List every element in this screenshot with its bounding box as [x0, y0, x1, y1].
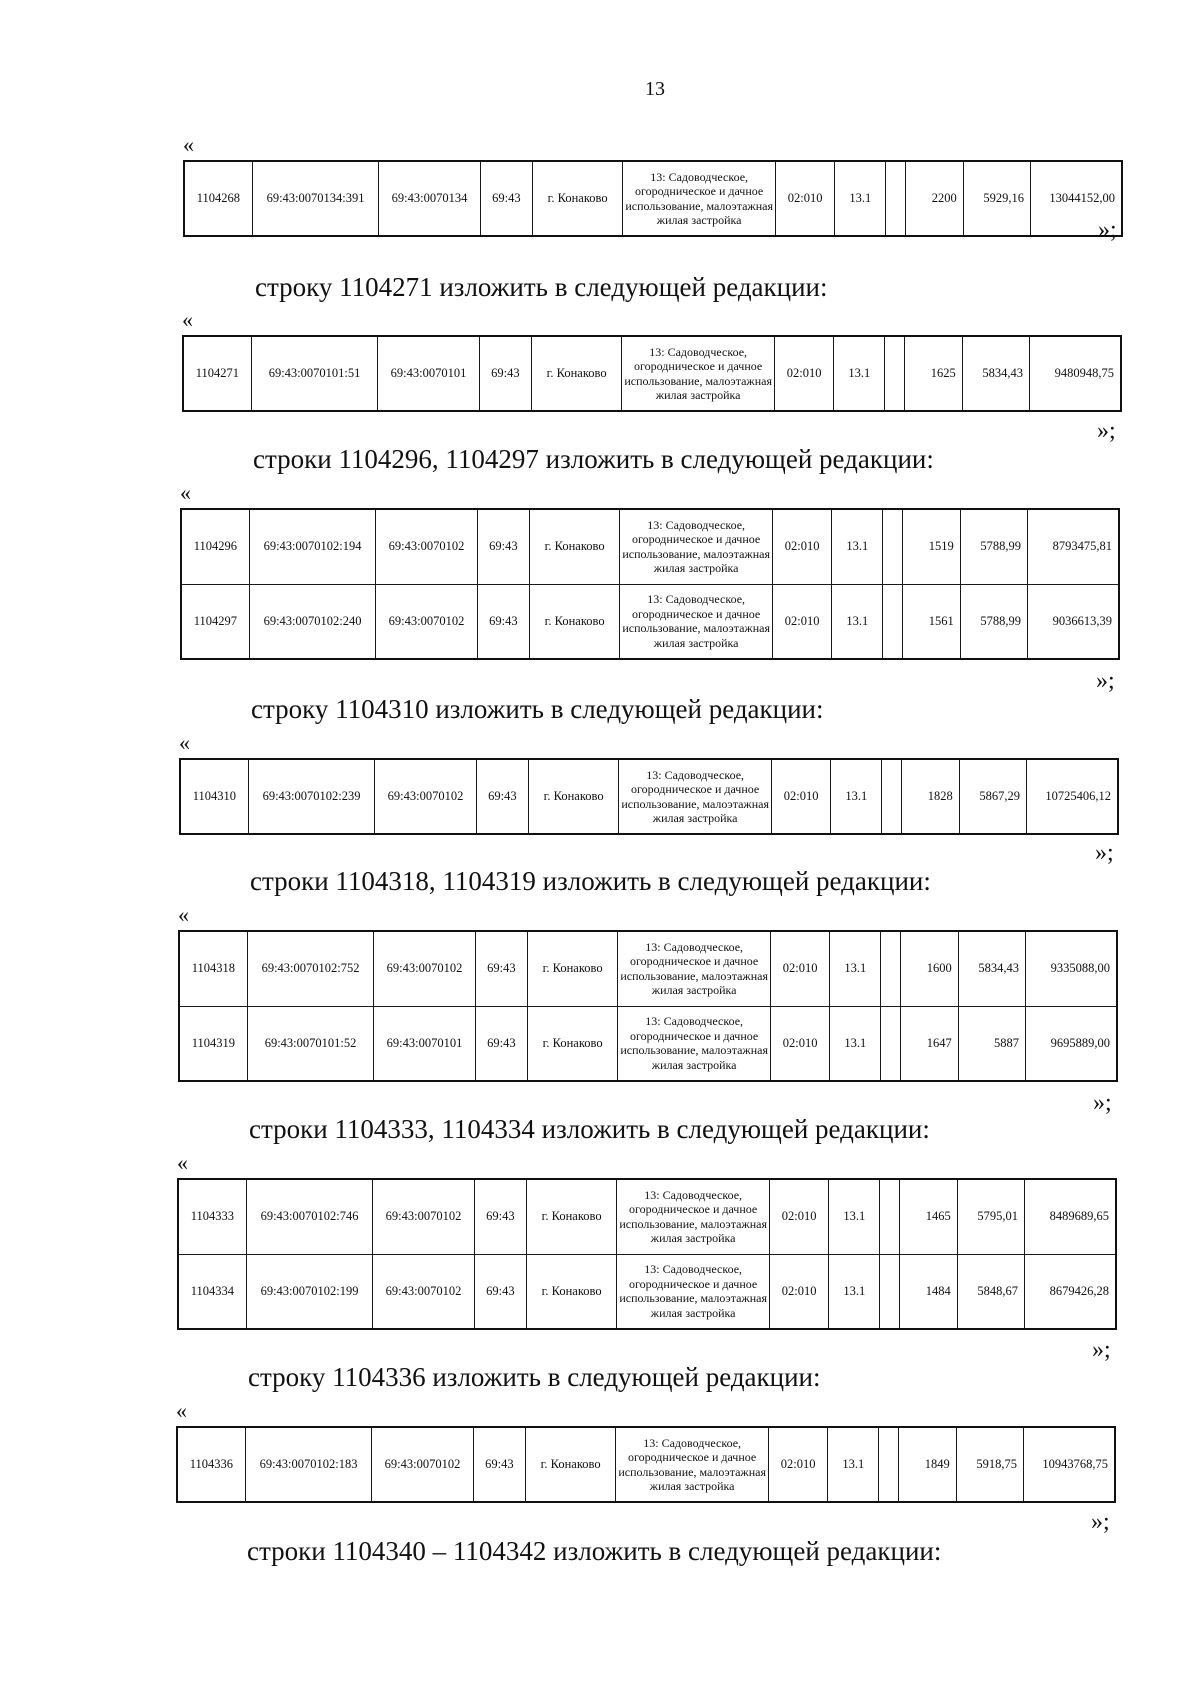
land-use-purpose-cell: 13: Садоводческое, огородническое и дачное использование, малоэтажная жилая застройка — [616, 1427, 769, 1502]
cadastral-value-cell: 10943768,75 — [1024, 1427, 1115, 1502]
land-use-purpose-cell: 13: Садоводческое, огородническое и дачное использование, малоэтажная жилая застройка — [622, 336, 775, 411]
cadastral-value-cell: 9695889,00 — [1026, 1006, 1117, 1081]
register-table — [183, 160, 1123, 237]
locality-cell: г. Конаково — [528, 759, 618, 834]
open-quote: « — [183, 132, 194, 157]
register-table — [180, 508, 1120, 660]
table-row — [181, 509, 1119, 584]
land-use-purpose-cell: 13: Садоводческое, огородническое и дачное использование, малоэтажная жилая застройка — [620, 584, 773, 659]
locality-cell: г. Конаково — [526, 1179, 616, 1254]
specific-value-cell: 5834,43 — [958, 931, 1025, 1006]
register-table — [182, 335, 1122, 412]
locality-cell: г. Конаково — [529, 584, 619, 659]
district-code-cell: 69:43 — [476, 759, 528, 834]
open-quote: « — [176, 1398, 187, 1423]
close-quote: »; — [1096, 668, 1115, 694]
locality-cell: г. Конаково — [527, 1006, 617, 1081]
cadastral-number-cell: 69:43:0070101:52 — [247, 1006, 374, 1081]
land-use-purpose-cell: 13: Садоводческое, огородническое и дачное использование, малоэтажная жилая застройка — [623, 161, 776, 236]
area-cell: 1647 — [900, 1006, 958, 1081]
type-code-cell: 02:010 — [768, 1427, 827, 1502]
row-id-cell: 1104296 — [181, 509, 249, 584]
cadastral-block-cell: 69:43:0070101 — [378, 336, 479, 411]
empty-cell-cell — [885, 336, 904, 411]
group-number-cell: 13.1 — [835, 161, 886, 236]
cadastral-number-cell: 69:43:0070101:51 — [251, 336, 378, 411]
group-number-cell: 13.1 — [829, 1254, 880, 1329]
area-cell: 1625 — [904, 336, 962, 411]
area-cell: 1600 — [900, 931, 958, 1006]
cadastral-value-cell: 13044152,00 — [1031, 161, 1122, 236]
cadastral-number-cell: 69:43:0070102:746 — [246, 1179, 373, 1254]
district-code-cell: 69:43 — [475, 931, 527, 1006]
open-quote: « — [180, 480, 191, 505]
table-row — [183, 336, 1121, 411]
cadastral-block-cell: 69:43:0070134 — [379, 161, 480, 236]
close-quote: »; — [1095, 840, 1114, 866]
open-quote: « — [182, 307, 193, 332]
type-code-cell: 02:010 — [769, 1179, 828, 1254]
locality-cell: г. Конаково — [525, 1427, 615, 1502]
cadastral-number-cell: 69:43:0070134:391 — [252, 161, 379, 236]
specific-value-cell: 5918,75 — [956, 1427, 1023, 1502]
group-number-cell: 13.1 — [832, 584, 883, 659]
area-cell: 2200 — [905, 161, 963, 236]
cadastral-block-cell: 69:43:0070102 — [373, 1254, 474, 1329]
group-number-cell: 13.1 — [834, 336, 885, 411]
close-quote: »; — [1093, 1090, 1112, 1116]
specific-value-cell: 5929,16 — [963, 161, 1030, 236]
specific-value-cell: 5848,67 — [957, 1254, 1024, 1329]
amendment-heading: строки 1104296, 1104297 изложить в следующей редакции: — [253, 444, 934, 474]
table-row — [179, 1006, 1117, 1081]
empty-cell-cell — [879, 1427, 898, 1502]
register-table — [179, 758, 1119, 835]
district-code-cell: 69:43 — [475, 1006, 527, 1081]
table-row — [179, 931, 1117, 1006]
district-code-cell: 69:43 — [477, 584, 529, 659]
empty-cell-cell — [883, 509, 902, 584]
area-cell: 1849 — [898, 1427, 956, 1502]
cadastral-number-cell: 69:43:0070102:752 — [247, 931, 374, 1006]
close-quote: »; — [1091, 1509, 1110, 1535]
cadastral-value-cell: 8679426,28 — [1025, 1254, 1116, 1329]
cadastral-value-cell: 9480948,75 — [1030, 336, 1121, 411]
row-id-cell: 1104334 — [178, 1254, 246, 1329]
type-code-cell: 02:010 — [774, 336, 833, 411]
cadastral-value-cell: 8793475,81 — [1028, 509, 1119, 584]
land-use-purpose-cell: 13: Садоводческое, огородническое и дачное использование, малоэтажная жилая застройка — [618, 931, 771, 1006]
cadastral-value-cell: 9036613,39 — [1028, 584, 1119, 659]
row-id-cell: 1104268 — [184, 161, 252, 236]
cadastral-block-cell: 69:43:0070101 — [374, 1006, 475, 1081]
locality-cell: г. Конаково — [526, 1254, 616, 1329]
table-row — [181, 584, 1119, 659]
table-row — [184, 161, 1122, 236]
register-table — [177, 1178, 1117, 1330]
cadastral-value-cell: 10725406,12 — [1027, 759, 1118, 834]
amendment-heading: строку 1104336 изложить в следующей редакции: — [248, 1362, 821, 1392]
district-code-cell: 69:43 — [474, 1179, 526, 1254]
group-number-cell: 13.1 — [830, 1006, 881, 1081]
district-code-cell: 69:43 — [473, 1427, 525, 1502]
land-use-purpose-cell: 13: Садоводческое, огородническое и дачное использование, малоэтажная жилая застройка — [619, 759, 772, 834]
empty-cell-cell — [881, 1006, 900, 1081]
district-code-cell: 69:43 — [479, 336, 531, 411]
table-row — [177, 1427, 1115, 1502]
empty-cell-cell — [886, 161, 905, 236]
register-table — [178, 930, 1118, 1082]
empty-cell-cell — [882, 759, 901, 834]
land-use-purpose-cell: 13: Садоводческое, огородническое и дачное использование, малоэтажная жилая застройка — [620, 509, 773, 584]
close-quote: »; — [1092, 1337, 1111, 1363]
row-id-cell: 1104336 — [177, 1427, 245, 1502]
open-quote: « — [178, 902, 189, 927]
type-code-cell: 02:010 — [772, 584, 831, 659]
row-id-cell: 1104271 — [183, 336, 251, 411]
type-code-cell: 02:010 — [772, 509, 831, 584]
open-quote: « — [179, 730, 190, 755]
district-code-cell: 69:43 — [474, 1254, 526, 1329]
amendment-heading: строки 1104333, 1104334 изложить в следующей редакции: — [249, 1114, 930, 1144]
locality-cell: г. Конаково — [532, 161, 622, 236]
group-number-cell: 13.1 — [828, 1427, 879, 1502]
empty-cell-cell — [880, 1179, 899, 1254]
cadastral-number-cell: 69:43:0070102:194 — [249, 509, 376, 584]
specific-value-cell: 5867,29 — [959, 759, 1026, 834]
cadastral-block-cell: 69:43:0070102 — [373, 1179, 474, 1254]
register-table — [176, 1426, 1116, 1503]
page-number: 13 — [645, 78, 665, 100]
locality-cell: г. Конаково — [527, 931, 617, 1006]
cadastral-block-cell: 69:43:0070102 — [372, 1427, 473, 1502]
amendment-heading: строки 1104318, 1104319 изложить в следующей редакции: — [250, 866, 931, 896]
table-row — [178, 1254, 1116, 1329]
cadastral-value-cell: 8489689,65 — [1025, 1179, 1116, 1254]
cadastral-value-cell: 9335088,00 — [1026, 931, 1117, 1006]
close-quote: »; — [1097, 418, 1116, 444]
land-use-purpose-cell: 13: Садоводческое, огородническое и дачное использование, малоэтажная жилая застройка — [618, 1006, 771, 1081]
locality-cell: г. Конаково — [529, 509, 619, 584]
cadastral-number-cell: 69:43:0070102:240 — [249, 584, 376, 659]
close-quote: »; — [1098, 217, 1117, 243]
area-cell: 1561 — [902, 584, 960, 659]
specific-value-cell: 5834,43 — [962, 336, 1029, 411]
district-code-cell: 69:43 — [477, 509, 529, 584]
area-cell: 1519 — [902, 509, 960, 584]
table-row — [180, 759, 1118, 834]
cadastral-block-cell: 69:43:0070102 — [375, 759, 476, 834]
row-id-cell: 1104319 — [179, 1006, 247, 1081]
specific-value-cell: 5887 — [958, 1006, 1025, 1081]
cadastral-number-cell: 69:43:0070102:183 — [245, 1427, 372, 1502]
group-number-cell: 13.1 — [832, 509, 883, 584]
locality-cell: г. Конаково — [531, 336, 621, 411]
amendment-heading: строку 1104310 изложить в следующей редакции: — [251, 694, 824, 724]
table-row — [178, 1179, 1116, 1254]
specific-value-cell: 5788,99 — [960, 584, 1027, 659]
type-code-cell: 02:010 — [769, 1254, 828, 1329]
row-id-cell: 1104318 — [179, 931, 247, 1006]
empty-cell-cell — [883, 584, 902, 659]
land-use-purpose-cell: 13: Садоводческое, огородническое и дачное использование, малоэтажная жилая застройка — [617, 1179, 770, 1254]
empty-cell-cell — [881, 931, 900, 1006]
area-cell: 1484 — [899, 1254, 957, 1329]
type-code-cell: 02:010 — [770, 1006, 829, 1081]
open-quote: « — [177, 1150, 188, 1175]
amendment-heading: строку 1104271 изложить в следующей редакции: — [255, 272, 828, 302]
group-number-cell: 13.1 — [829, 1179, 880, 1254]
row-id-cell: 1104333 — [178, 1179, 246, 1254]
amendment-heading: строки 1104340 – 1104342 изложить в следующей редакции: — [247, 1536, 942, 1566]
area-cell: 1465 — [899, 1179, 957, 1254]
cadastral-block-cell: 69:43:0070102 — [376, 584, 477, 659]
row-id-cell: 1104297 — [181, 584, 249, 659]
empty-cell-cell — [880, 1254, 899, 1329]
group-number-cell: 13.1 — [830, 931, 881, 1006]
type-code-cell: 02:010 — [775, 161, 834, 236]
specific-value-cell: 5788,99 — [960, 509, 1027, 584]
type-code-cell: 02:010 — [770, 931, 829, 1006]
cadastral-block-cell: 69:43:0070102 — [374, 931, 475, 1006]
type-code-cell: 02:010 — [771, 759, 830, 834]
cadastral-number-cell: 69:43:0070102:239 — [248, 759, 375, 834]
row-id-cell: 1104310 — [180, 759, 248, 834]
cadastral-number-cell: 69:43:0070102:199 — [246, 1254, 373, 1329]
district-code-cell: 69:43 — [480, 161, 532, 236]
specific-value-cell: 5795,01 — [957, 1179, 1024, 1254]
land-use-purpose-cell: 13: Садоводческое, огородническое и дачное использование, малоэтажная жилая застройка — [617, 1254, 770, 1329]
area-cell: 1828 — [901, 759, 959, 834]
cadastral-block-cell: 69:43:0070102 — [376, 509, 477, 584]
group-number-cell: 13.1 — [831, 759, 882, 834]
